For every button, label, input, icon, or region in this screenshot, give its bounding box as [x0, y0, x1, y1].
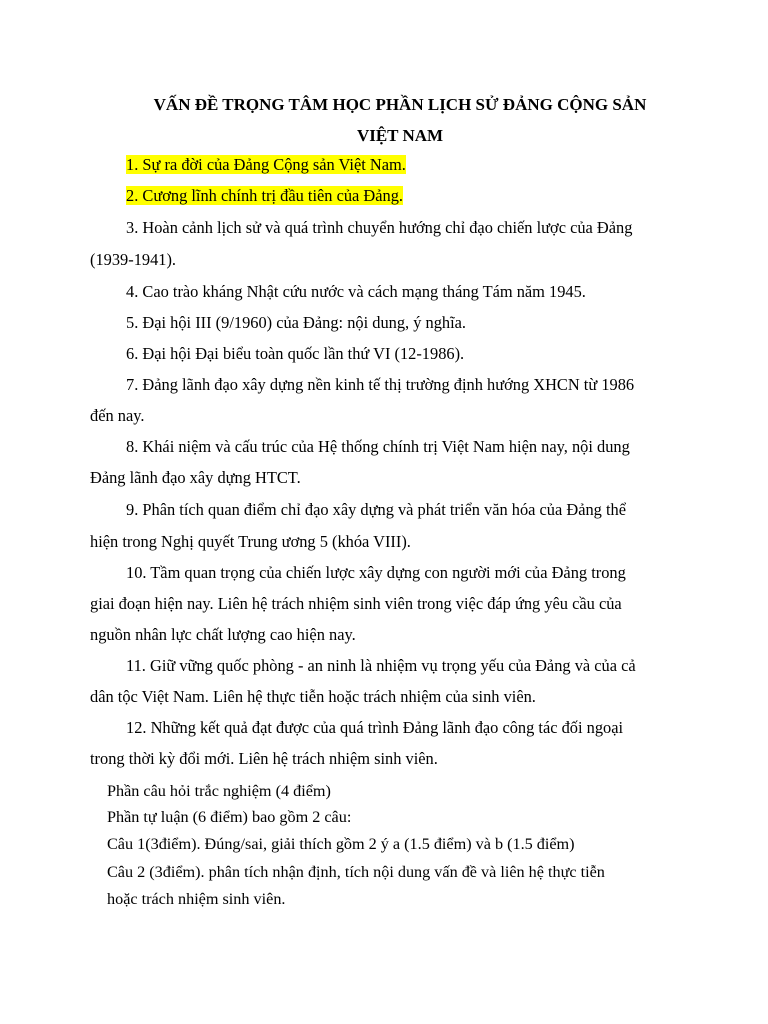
summary-line-5: hoặc trách nhiệm sinh viên.	[107, 890, 286, 908]
summary-line-2: Phần tự luận (6 điểm) bao gồm 2 câu:	[107, 808, 352, 826]
list-item-9-line-1: 9. Phân tích quan điểm chỉ đạo xây dựng và phát triển văn hóa của Đảng thể	[126, 500, 627, 519]
list-item-10-line-1: 10. Tầm quan trọng của chiến lược xây dựng con người mới của Đảng trong	[126, 563, 626, 582]
list-item-12-line-1: 12. Những kết quả đạt được của quá trình Đảng lãnh đạo công tác đối ngoại	[126, 718, 624, 737]
list-item-5: 5. Đại hội III (9/1960) của Đảng: nội dung, ý nghĩa.	[126, 313, 467, 332]
document-title-line-2: VIỆT NAM	[356, 126, 444, 145]
list-item-3-line-2: (1939-1941).	[90, 250, 177, 269]
list-item-3-line-1: 3. Hoàn cảnh lịch sử và quá trình chuyển hướng chỉ đạo chiến lược của Đảng	[126, 218, 633, 237]
summary-line-1: Phần câu hỏi trắc nghiệm (4 điểm)	[107, 782, 331, 800]
document-title-line-1: VẤN ĐỀ TRỌNG TÂM HỌC PHẦN LỊCH SỬ ĐẢNG CỘNG SẢN	[153, 95, 647, 114]
list-item-6: 6. Đại hội Đại biểu toàn quốc lần thứ VI (12-1986).	[126, 344, 465, 363]
list-item-9-line-2: hiện trong Nghị quyết Trung ương 5 (khóa VIII).	[90, 532, 411, 551]
list-item-7-line-1: 7. Đảng lãnh đạo xây dựng nền kinh tế thị trường định hướng XHCN từ 1986	[126, 375, 635, 394]
list-item-8-line-2: Đảng lãnh đạo xây dựng HTCT.	[90, 468, 301, 487]
list-item-2	[126, 186, 403, 206]
list-item-7-line-2: đến nay.	[90, 406, 145, 425]
list-item-4: 4. Cao trào kháng Nhật cứu nước và cách mạng tháng Tám năm 1945.	[126, 282, 586, 301]
list-item-10-line-2: giai đoạn hiện nay. Liên hệ trách nhiệm sinh viên trong việc đáp ứng yêu cầu của	[90, 594, 622, 613]
list-item-8-line-1: 8. Khái niệm và cấu trúc của Hệ thống chính trị Việt Nam hiện nay, nội dung	[126, 437, 630, 456]
list-item-10-line-3: nguồn nhân lực chất lượng cao hiện nay.	[90, 625, 356, 644]
list-item-1	[126, 155, 406, 175]
highlighted-text: 1. Sự ra đời của Đảng Cộng sản Việt Nam.	[126, 155, 406, 174]
summary-line-4: Câu 2 (3điểm). phân tích nhận định, tích nội dung vấn đề và liên hệ thực tiễn	[107, 863, 605, 881]
list-item-12-line-2: trong thời kỳ đổi mới. Liên hệ trách nhiệm sinh viên.	[90, 749, 438, 768]
list-item-11-line-2: dân tộc Việt Nam. Liên hệ thực tiễn hoặc trách nhiệm của sinh viên.	[90, 687, 536, 706]
list-item-11-line-1: 11. Giữ vững quốc phòng - an ninh là nhiệm vụ trọng yếu của Đảng và của cả	[126, 656, 636, 675]
summary-line-3: Câu 1(3điểm). Đúng/sai, giải thích gồm 2 ý a (1.5 điểm) và b (1.5 điểm)	[107, 835, 575, 853]
highlighted-text: 2. Cương lĩnh chính trị đầu tiên của Đảng.	[126, 186, 404, 205]
